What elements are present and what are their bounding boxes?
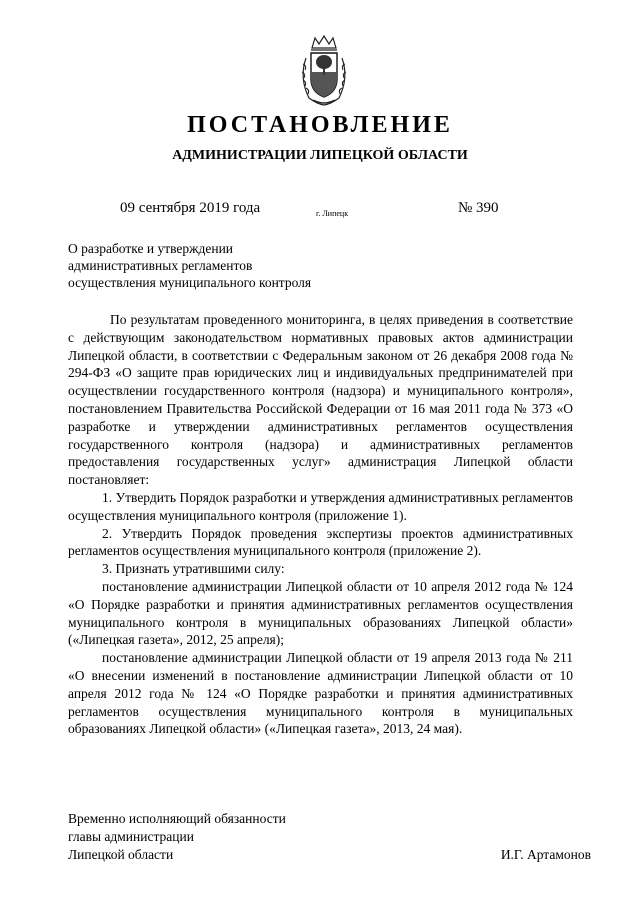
subject-line: О разработке и утверждении	[68, 241, 234, 256]
document-title: ПОСТАНОВЛЕНИЕ	[187, 112, 453, 138]
document-body	[68, 311, 573, 738]
document-number: № 390	[458, 200, 499, 216]
coat-of-arms-icon	[297, 34, 351, 108]
signature-block	[68, 810, 591, 864]
subject-line: административных регламентов	[68, 258, 253, 273]
document-city: г. Липецк	[316, 209, 349, 218]
body-paragraph: постановление администрации Липецкой области от 10 апреля 2012 года № 124 «О Порядке разработки и принятия административных регламентов осуществления муниципального контроля в муниципальных образованиях Липецкой области» («Липецкая газета», 2012, 25 апреля);	[68, 578, 573, 648]
signature-position-line: главы администрации	[68, 829, 194, 844]
signature-position-line: Временно исполняющий обязанности	[68, 811, 286, 826]
signature-position-line: Липецкой области	[68, 847, 174, 862]
document-date: 09 сентября 2019 года	[120, 200, 261, 216]
document-subject	[68, 240, 388, 291]
body-paragraph: 3. Признать утратившими силу:	[102, 561, 285, 577]
body-paragraph: По результатам проведенного мониторинга, в целях приведения в соответствие с действующим законодательством нормативных правовых актов администрации Липецкой области, в соответствии с Федеральным законом от 26 декабря 2008 года № 294-ФЗ «О защите прав юридических лиц и индивидуальных предпринимателей при осуществлении государственного контроля (надзора) и муниципального контроля», постановлением Правительства Российской Федерации от 16 мая 2011 года № 373 «О разработке и утверждении административных регламентов осуществления государственного контроля (надзора) и административных регламентов предоставления государственных услуг» администрация Липецкой области постановляет:	[68, 312, 573, 488]
body-paragraph: 2. Утвердить Порядок проведения экспертизы проектов административных регламентов осуществления муниципального контроля (приложение 2).	[68, 525, 573, 559]
body-paragraph: 1. Утвердить Порядок разработки и утверждения административных регламентов осуществления муниципального контроля (приложение 1).	[68, 489, 573, 523]
subject-line: осуществления муниципального контроля	[68, 275, 312, 290]
signatory-name: И.Г. Артамонов	[500, 847, 591, 862]
document-issuer: АДМИНИСТРАЦИИ ЛИПЕЦКОЙ ОБЛАСТИ	[172, 148, 468, 163]
body-paragraph: постановление администрации Липецкой области от 19 апреля 2013 года № 211 «О внесении изменений в постановление администрации Липецкой области от 10 апреля 2012 года № 124 «О Порядке разработки и принятия административных регламентов осуществления муниципального контроля в муниципальных образованиях Липецкой области» («Липецкая газета», 2013, 24 мая).	[68, 650, 573, 737]
